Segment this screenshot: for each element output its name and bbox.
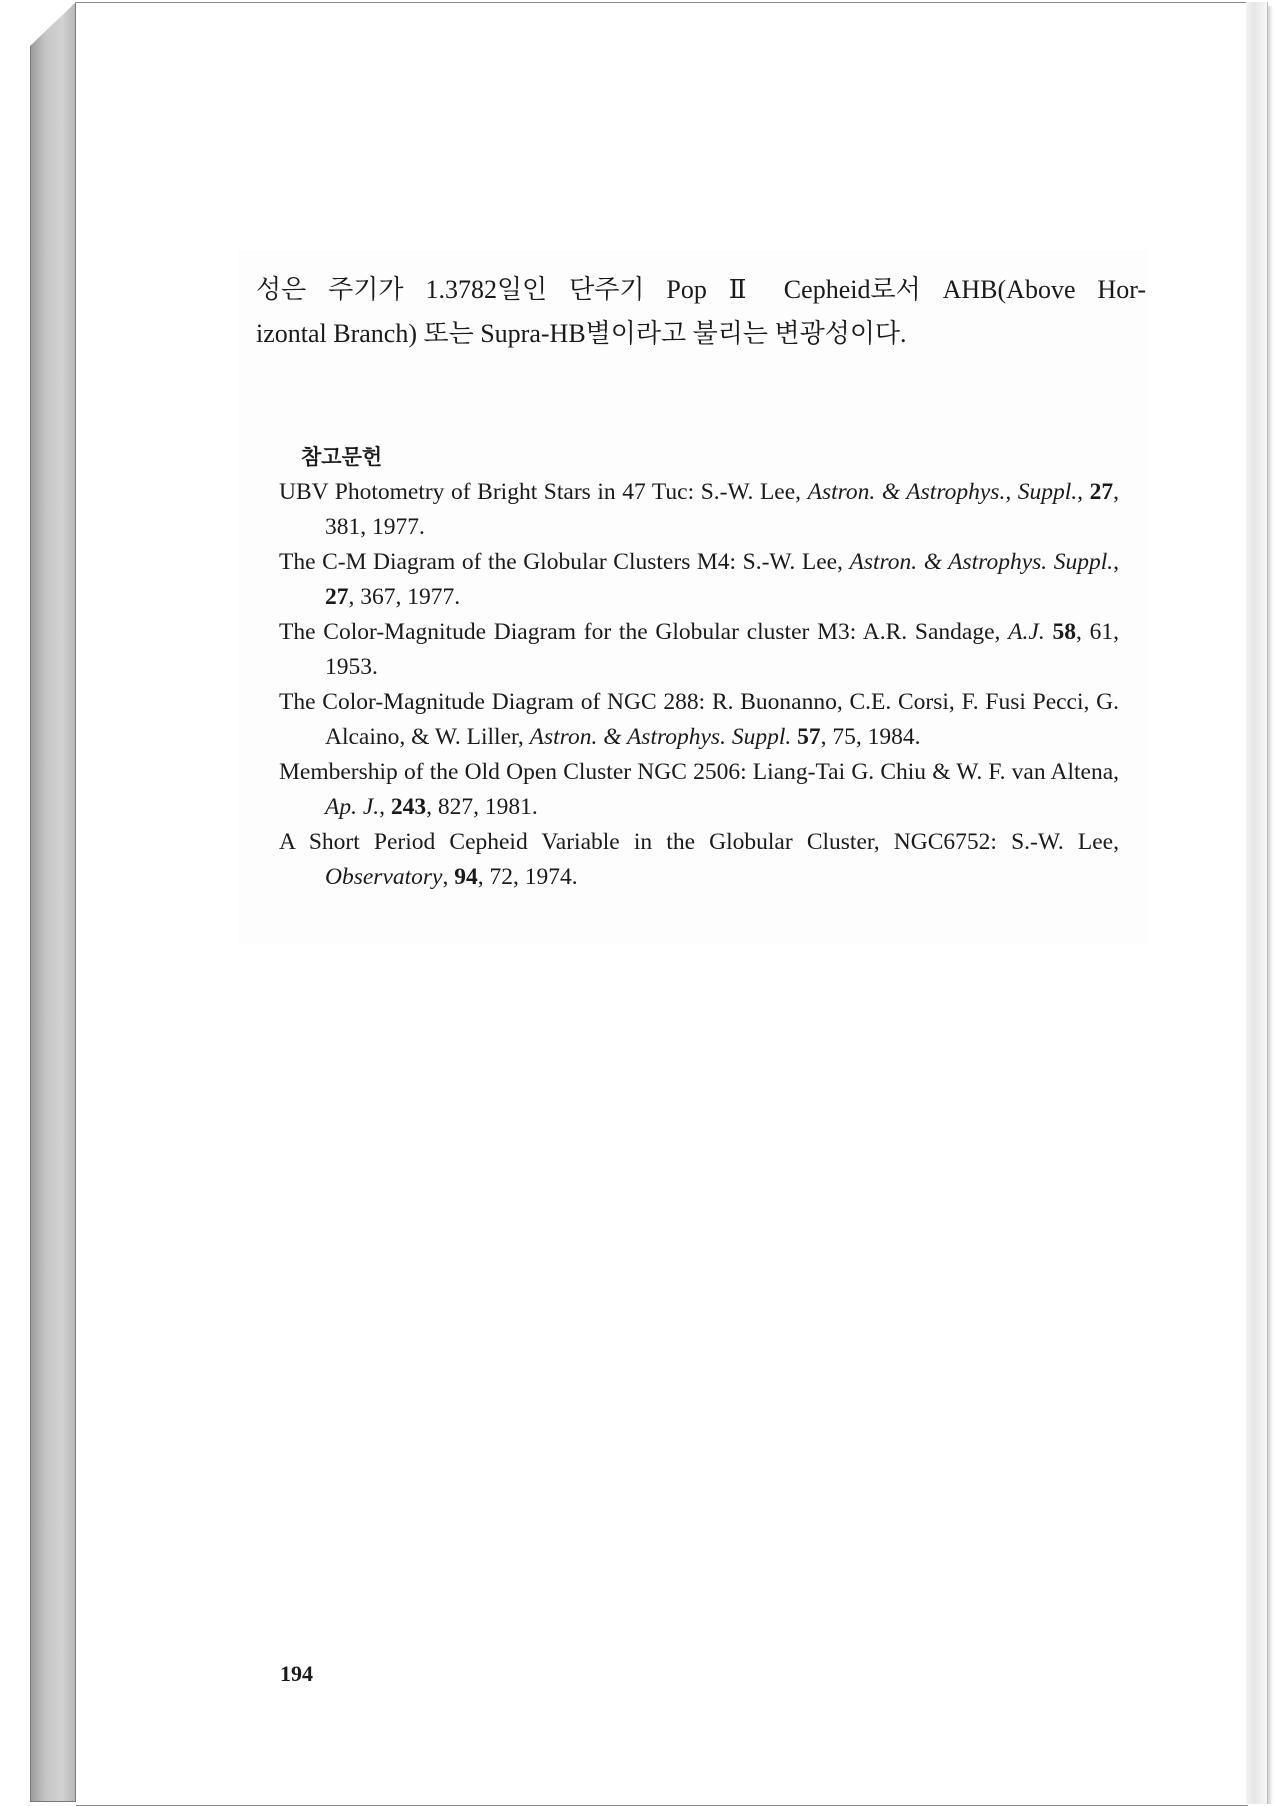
- page-edges: [1246, 2, 1268, 1804]
- reference-item: The Color-Magnitude Diagram for the Globular cluster M3: A.R. Sandage, A.J. 58, 61, 1953.: [279, 619, 1120, 680]
- journal-name: Astron. & Astrophys. Suppl.: [529, 724, 792, 750]
- intro-line-1: 성은 주기가 1.3782일인 단주기 Pop Ⅱ Cepheid로서 AHB(Above Hor-: [256, 275, 1146, 304]
- spine-corner: [30, 2, 76, 46]
- journal-name: A.J.: [1008, 619, 1045, 645]
- journal-name: Ap. J.: [325, 794, 380, 820]
- journal-name: Astron. & Astrophys. Suppl.: [849, 549, 1114, 575]
- reference-item: Membership of the Old Open Cluster NGC 2506: Liang-Tai G. Chiu & W. F. van Altena, Ap. J., 243, 827, 1981.: [279, 759, 1119, 820]
- intro-line-2: izontal Branch) 또는 Supra-HB별이라고 불리는 변광성이다.: [256, 319, 907, 348]
- intro-paragraph: [256, 268, 1146, 356]
- volume-number: 57: [797, 724, 821, 750]
- page-shadow: [1268, 6, 1273, 1804]
- journal-name: Observatory: [325, 864, 443, 890]
- references-heading: 참고문헌: [301, 445, 383, 469]
- book-spine: [30, 2, 76, 1802]
- reference-item: The C-M Diagram of the Globular Clusters M4: S.-W. Lee, Astron. & Astrophys. Suppl., 27, 367, 1977.: [279, 549, 1119, 610]
- volume-number: 27: [325, 584, 349, 610]
- volume-number: 94: [454, 864, 478, 890]
- volume-number: 243: [390, 794, 427, 820]
- page-number: 194: [280, 1661, 313, 1686]
- reference-item: The Color-Magnitude Diagram of NGC 288: R. Buonanno, C.E. Corsi, F. Fusi Pecci, G. Alcaino, & W. Liller, Astron. & Astrophys. Suppl. 57, 75, 1984.: [279, 689, 1119, 750]
- volume-number: 58: [1052, 619, 1076, 645]
- reference-item: A Short Period Cepheid Variable in the Globular Cluster, NGC6752: S.-W. Lee, Observatory, 94, 72, 1974.: [279, 829, 1119, 890]
- reference-item: UBV Photometry of Bright Stars in 47 Tuc: S.-W. Lee, Astron. & Astrophys., Suppl., 27, 381, 1977.: [279, 479, 1119, 540]
- references-list: [279, 475, 1119, 895]
- volume-number: 27: [1089, 479, 1114, 505]
- journal-name: Astron. & Astrophys., Suppl.: [807, 479, 1078, 505]
